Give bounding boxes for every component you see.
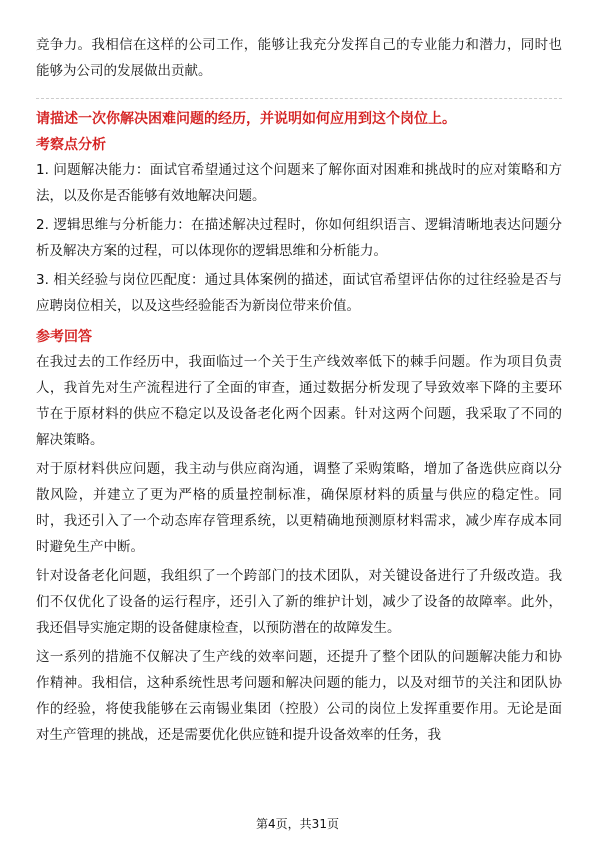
interview-question: 请描述一次你解决困难问题的经历，并说明如何应用到这个岗位上。 bbox=[36, 111, 456, 127]
analysis-item: 2. 逻辑思维与分析能力：在描述解决过程时，你如何组织语言、逻辑清晰地表达问题分析及解决方案的过程，可以体现你的逻辑思维和分析能力。 bbox=[36, 217, 562, 259]
document-page bbox=[36, 32, 562, 748]
answer-heading: 参考回答 bbox=[36, 329, 92, 345]
section-divider bbox=[36, 98, 562, 99]
analysis-item: 1. 问题解决能力：面试官希望通过这个问题来了解你面对困难和挑战时的应对策略和方法，以及你是否能够有效地解决问题。 bbox=[36, 162, 562, 204]
answer-paragraph: 针对设备老化问题，我组织了一个跨部门的技术团队，对关键设备进行了升级改造。我们不仅优化了设备的运行程序，还引入了新的维护计划，减少了设备的故障率。此外，我还倡导实施定期的设备健康检查，以预防潜在的故障发生。 bbox=[36, 568, 562, 636]
analysis-item: 3. 相关经验与岗位匹配度：通过具体案例的描述，面试官希望评估你的过往经验是否与应聘岗位相关，以及这些经验能否为新岗位带来价值。 bbox=[36, 272, 562, 314]
intro-paragraph-tail: 竞争力。我相信在这样的公司工作，能够让我充分发挥自己的专业能力和潜力，同时也能够为公司的发展做出贡献。 bbox=[36, 37, 562, 79]
analysis-heading: 考察点分析 bbox=[36, 137, 106, 153]
page-number: 第4页，共31页 bbox=[256, 817, 339, 831]
answer-paragraph: 在我过去的工作经历中，我面临过一个关于生产线效率低下的棘手问题。作为项目负责人，我首先对生产流程进行了全面的审查，通过数据分析发现了导致效率下降的主要环节在于原材料的供应不稳定以及设备老化两个因素。针对这两个问题，我采取了不同的解决策略。 bbox=[36, 354, 562, 448]
answer-paragraph: 对于原材料供应问题，我主动与供应商沟通，调整了采购策略，增加了备选供应商以分散风险，并建立了更为严格的质量控制标准，确保原材料的质量与供应的稳定性。同时，我还引入了一个动态库存管理系统，以更精确地预测原材料需求，减少库存成本同时避免生产中断。 bbox=[36, 461, 562, 555]
answer-paragraph: 这一系列的措施不仅解决了生产线的效率问题，还提升了整个团队的问题解决能力和协作精神。我相信，这种系统性思考问题和解决问题的能力，以及对细节的关注和团队协作的经验，将使我能够在云南锡业集团（控股）公司的岗位上发挥重要作用。无论是面对生产管理的挑战，还是需要优化供应链和提升设备效率的任务，我 bbox=[36, 649, 562, 743]
